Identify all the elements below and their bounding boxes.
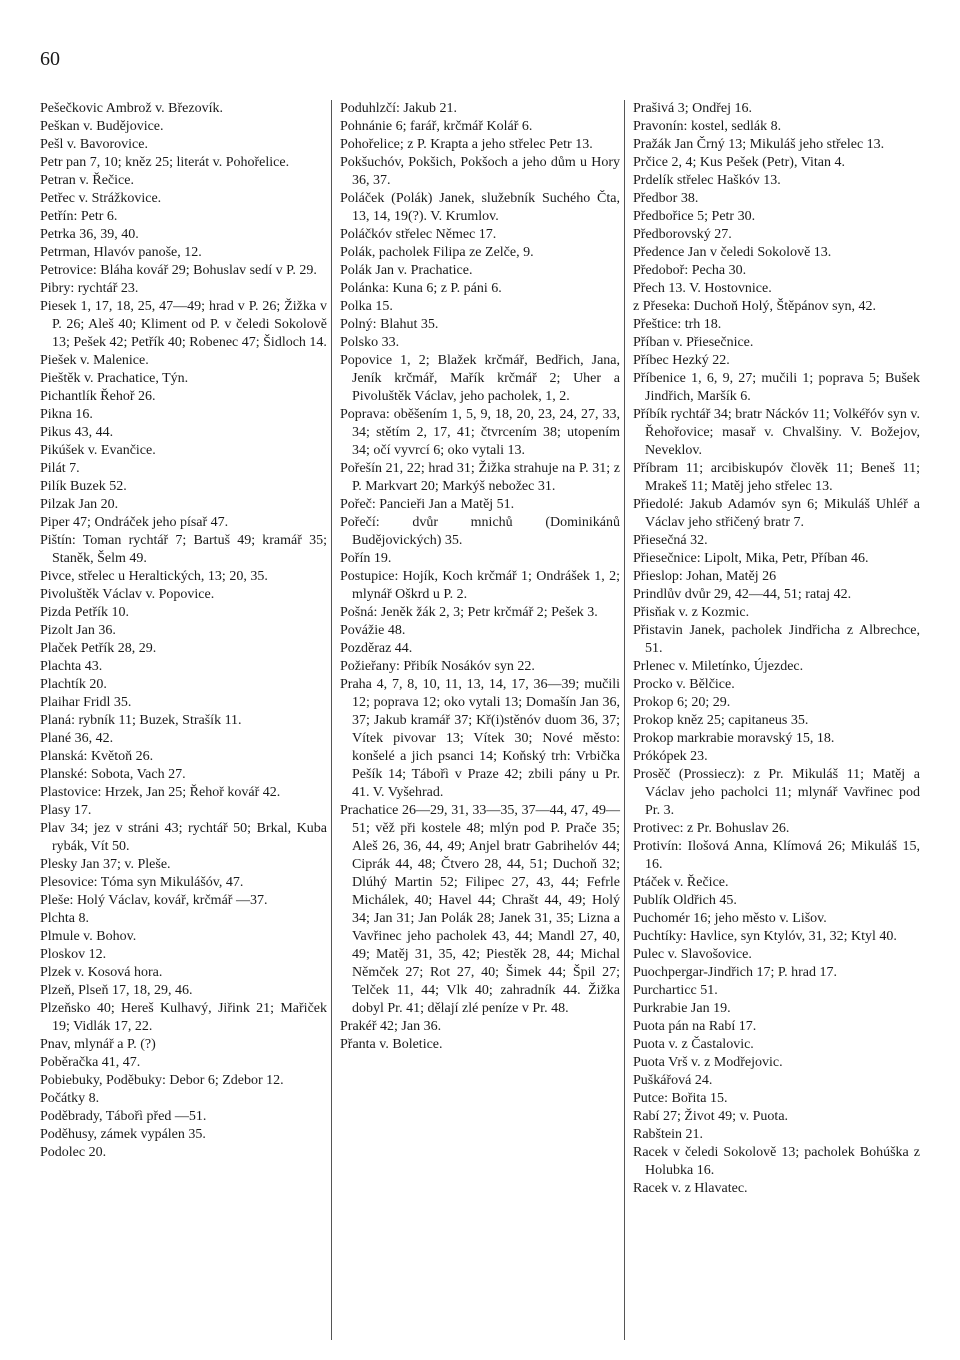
- index-entry: Purcharticc 51.: [633, 983, 718, 998]
- index-entry: Polánka: Kuna 6; z P. páni 6.: [340, 281, 502, 296]
- index-entry: Pilík Buzek 52.: [40, 479, 127, 494]
- index-entry: Peškan v. Budějovice.: [40, 119, 164, 134]
- index-entry: Poděbrady, Tábořì před —51.: [40, 1109, 207, 1124]
- index-entry: Pešečkovic Ambrož v. Březovík.: [40, 101, 223, 116]
- index-entry: Příbík rychtář 34; bratr Náckóv 11; Volkéřóv syn v. Řehořovice; masař v. Chvalšiny. V. Božejov, Neveklov.: [633, 407, 920, 458]
- index-entry: Přeštice: trh 18.: [633, 317, 722, 332]
- index-entry: Plzeň, Plseň 17, 18, 29, 46.: [40, 983, 193, 998]
- index-entry: Prókópek 23.: [633, 749, 708, 764]
- index-entry: Ptáček v. Řečice.: [633, 875, 729, 890]
- index-entry: Prdelík střelec Haškóv 13.: [633, 173, 781, 188]
- index-entry: Pikna 16.: [40, 407, 93, 422]
- index-entry: Pohořelice; z P. Krapta a jeho střelec Petr 13.: [340, 137, 593, 152]
- index-entry: Pořín 19.: [340, 551, 392, 566]
- index-entry: Pibry: rychtář 23.: [40, 281, 139, 296]
- index-entry: Pulec v. Slavošovice.: [633, 947, 752, 962]
- index-columns: [40, 100, 920, 1340]
- index-entry: Podolec 20.: [40, 1145, 107, 1160]
- index-entry: Příban v. Přiesečnice.: [633, 335, 754, 350]
- index-entry: Polák, pacholek Filipa ze Zelče, 9.: [340, 245, 534, 260]
- index-entry: Pořeč: Pancieři Jan a Matěj 51.: [340, 497, 515, 512]
- index-entry: Požieřany: Přibík Nosákóv syn 22.: [340, 659, 535, 674]
- index-entry: Plaihar Fridl 35.: [40, 695, 132, 710]
- index-entry: Plzek v. Kosová hora.: [40, 965, 163, 980]
- index-entry: Petrka 36, 39, 40.: [40, 227, 139, 242]
- index-entry: Pivoluštěk Václav v. Popovice.: [40, 587, 215, 602]
- index-entry: Procko v. Bělčice.: [633, 677, 735, 692]
- index-entry: Pichantlík Řehoř 26.: [40, 389, 156, 404]
- index-entry: Prašivá 3; Ondřej 16.: [633, 101, 752, 116]
- index-entry: Poláčkóv střelec Němec 17.: [340, 227, 497, 242]
- index-entry: Pokšuchóv, Pokšich, Pokšoch a jeho dům u Hory 36, 37.: [340, 155, 620, 188]
- index-entry: Pravonín: kostel, sedlák 8.: [633, 119, 782, 134]
- index-entry: Prlenec v. Miletínko, Újezdec.: [633, 659, 804, 674]
- index-entry: Planá: rybník 11; Buzek, Strašík 11.: [40, 713, 242, 728]
- index-entry: Petrovice: Bláha kovář 29; Bohuslav sedí v P. 29.: [40, 263, 317, 278]
- index-entry: Pořečí: dvůr mnichů (Dominikánů Budějovických) 35.: [340, 515, 620, 548]
- index-entry: Pizolt Jan 36.: [40, 623, 116, 638]
- index-entry: Příbec Hezký 22.: [633, 353, 730, 368]
- index-column-2: [331, 100, 624, 1340]
- index-entry: Poduhlzčí: Jakub 21.: [340, 101, 458, 116]
- index-entry: Puchtíky: Havlice, syn Ktylóv, 31, 32; Ktyl 40.: [633, 929, 897, 944]
- index-entry: Racek v. z Hlavatec.: [633, 1181, 748, 1196]
- index-entry: Přiesečnice: Lipolt, Mika, Petr, Příban 46.: [633, 551, 869, 566]
- index-entry: Polsko 33.: [340, 335, 400, 350]
- index-entry: Protivín: Ilošová Anna, Klímová 26; Mikuláš 15, 16.: [633, 839, 920, 872]
- index-entry: Předborovský 27.: [633, 227, 732, 242]
- index-entry: Prokop markrabie moravský 15, 18.: [633, 731, 835, 746]
- index-column-1: [40, 100, 331, 1340]
- index-entry: Puota v. z Častalovic.: [633, 1037, 754, 1052]
- index-entry: Prindlův dvůr 29, 42—44, 51; rataj 42.: [633, 587, 852, 602]
- index-entry: Petřec v. Strážkovice.: [40, 191, 162, 206]
- index-entry: Plasy 17.: [40, 803, 92, 818]
- index-entry: Přistavin Janek, pacholek Jindřicha z Albrechce, 51.: [633, 623, 920, 656]
- index-entry: Pohnánie 6; farář, krčmář Kolář 6.: [340, 119, 533, 134]
- index-entry: Prčice 2, 4; Kus Pešek (Petr), Vitan 4.: [633, 155, 845, 170]
- index-entry: Pištín: Toman rychtář 7; Bartuš 49; kramář 35; Staněk, Šelm 49.: [40, 533, 327, 566]
- index-entry: Přech 13. V. Hostovnice.: [633, 281, 772, 296]
- index-entry: Poláček (Polák) Janek, služebník Suchého Čta, 13, 14, 19(?). V. Krumlov.: [340, 191, 620, 224]
- index-entry: Protivec: z Pr. Bohuslav 26.: [633, 821, 790, 836]
- index-entry: Rabí 27; Život 49; v. Puota.: [633, 1109, 789, 1124]
- index-entry: Putce: Bořita 15.: [633, 1091, 728, 1106]
- index-entry: Prokop kněz 25; capitaneus 35.: [633, 713, 809, 728]
- index-entry: Pizda Petřík 10.: [40, 605, 130, 620]
- index-entry: Pleše: Holý Václav, kovář, krčmář —37.: [40, 893, 268, 908]
- index-entry: Plchta 8.: [40, 911, 89, 926]
- index-entry: Plmule v. Bohov.: [40, 929, 137, 944]
- index-entry: Přiesečná 32.: [633, 533, 708, 548]
- index-entry: Polka 15.: [340, 299, 393, 314]
- index-entry: Puota Vrš v. z Modřejovic.: [633, 1055, 783, 1070]
- index-entry: Plachtík 20.: [40, 677, 107, 692]
- index-entry: Přiedolé: Jakub Adamóv syn 6; Mikuláš Uhléř a Václav jeho střičený bratr 7.: [633, 497, 920, 530]
- index-entry: Přisňak v. z Kozmic.: [633, 605, 750, 620]
- index-entry: Praha 4, 7, 8, 10, 11, 13, 14, 17, 36—39; mučili 12; poprava 12; oko vytali 13; Domašín Jan 36, 37; Jakub kramář 37; Kř(i)stěnóv duom 36, 37; Vítek pivovar 13; Vítek 30; Nové město: konšelé a jich psanci 14; Koňský trh: Vrbička Pešík 14; Tábořì v Praze 42; zbili pány u Pr. 41. V. Vyšehrad.: [340, 677, 620, 800]
- index-entry: Petr pan 7, 10; kněz 25; literát v. Pohořelice.: [40, 155, 290, 170]
- index-entry: Plav 34; jez v stráni 43; rychtář 50; Brkal, Kuba rybák, Vít 50.: [40, 821, 327, 854]
- index-entry: Pošná: Jeněk žák 2, 3; Petr krčmář 2; Pešek 3.: [340, 605, 598, 620]
- page-number: 60: [40, 48, 60, 70]
- index-entry: Počátky 8.: [40, 1091, 100, 1106]
- index-entry: Puškářová 24.: [633, 1073, 713, 1088]
- index-entry: Petrman, Hlavóv panoše, 12.: [40, 245, 202, 260]
- index-entry: Pikúšek v. Evančice.: [40, 443, 156, 458]
- index-entry: Pobiebuky, Poděbuky: Debor 6; Zdebor 12.: [40, 1073, 284, 1088]
- index-entry: Poděhusy, zámek vypálen 35.: [40, 1127, 206, 1142]
- index-entry: Puochpergar-Jindřich 17; P. hrad 17.: [633, 965, 837, 980]
- index-entry: Předoboř: Pecha 30.: [633, 263, 747, 278]
- index-entry: Pikus 43, 44.: [40, 425, 114, 440]
- index-entry: Přieslop: Johan, Matěj 26: [633, 569, 777, 584]
- index-entry: Předbořice 5; Petr 30.: [633, 209, 756, 224]
- index-entry: Poběračka 41, 47.: [40, 1055, 141, 1070]
- index-entry: Piesek 1, 17, 18, 25, 47—49; hrad v P. 26; Žižka v P. 26; Aleš 40; Kliment od P. v čeledi Sokolově 13; Pešek 42; Petřík 40; Robenec 47; Šidloch 14.: [40, 299, 327, 350]
- index-entry: Plesky Jan 37; v. Pleše.: [40, 857, 171, 872]
- index-entry: Pilzak Jan 20.: [40, 497, 119, 512]
- index-entry: Planská: Květoň 26.: [40, 749, 154, 764]
- index-entry: Polák Jan v. Prachatice.: [340, 263, 473, 278]
- index-entry: z Přeseka: Duchoň Holý, Štěpánov syn, 42.: [633, 299, 877, 314]
- index-entry: Pieštěk v. Prachatice, Týn.: [40, 371, 189, 386]
- index-entry: Piper 47; Ondráček jeho písař 47.: [40, 515, 229, 530]
- index-entry: Pořešín 21, 22; hrad 31; Žižka strahuje na P. 31; z P. Markvart 20; Markýš nebožec 31.: [340, 461, 620, 494]
- index-entry: Přanta v. Boletice.: [340, 1037, 443, 1052]
- index-entry: Plesovice: Tóma syn Mikulášóv, 47.: [40, 875, 244, 890]
- index-entry: Předence Jan v čeledi Sokolově 13.: [633, 245, 832, 260]
- index-entry: Prokop 6; 20; 29.: [633, 695, 731, 710]
- index-entry: Plachta 43.: [40, 659, 103, 674]
- index-entry: Pražák Jan Črný 13; Mikuláš jeho střelec 13.: [633, 137, 885, 152]
- index-entry: Planské: Sobota, Vach 27.: [40, 767, 186, 782]
- index-entry: Ploskov 12.: [40, 947, 107, 962]
- index-entry: Postupice: Hojík, Koch krčmář 1; Ondrášek 1, 2; mlynář Oškrd u P. 2.: [340, 569, 620, 602]
- index-entry: Polný: Blahut 35.: [340, 317, 439, 332]
- index-entry: Petran v. Řečice.: [40, 173, 134, 188]
- index-entry: Publík Oldřich 45.: [633, 893, 737, 908]
- index-entry: Pilát 7.: [40, 461, 80, 476]
- index-entry: Prakéř 42; Jan 36.: [340, 1019, 442, 1034]
- index-entry: Pozděraz 44.: [340, 641, 413, 656]
- index-entry: Rabštein 21.: [633, 1127, 703, 1142]
- index-entry: Racek v čeledi Sokolově 13; pacholek Bohúška z Holubka 16.: [633, 1145, 920, 1178]
- index-entry: Purkrabie Jan 19.: [633, 1001, 731, 1016]
- index-entry: Plaček Petřík 28, 29.: [40, 641, 157, 656]
- index-column-3: [624, 100, 920, 1340]
- index-entry: Předbor 38.: [633, 191, 699, 206]
- index-entry: Petřín: Petr 6.: [40, 209, 118, 224]
- index-entry: Prosěč (Prossiecz): z Pr. Mikuláš 11; Matěj a Václav jeho pacholci 11; mlynář Vavřinec pod Pr. 3.: [633, 767, 920, 818]
- index-entry: Piešek v. Malenice.: [40, 353, 149, 368]
- index-entry: Pivce, střelec u Heraltických, 13; 20, 35.: [40, 569, 268, 584]
- index-entry: Poprava: oběšením 1, 5, 9, 18, 20, 23, 24, 27, 33, 34; stětím 2, 17, 41; čtvrcením 38; utopením 34; očí vyvrcí 6; oko vytali 13.: [340, 407, 620, 458]
- index-entry: Povážie 48.: [340, 623, 406, 638]
- index-entry: Puchomér 16; jeho město v. Lišov.: [633, 911, 827, 926]
- index-entry: Plastovice: Hrzek, Jan 25; Řehoř kovář 42.: [40, 785, 281, 800]
- index-entry: Prachatice 26—29, 31, 33—35, 37—44, 47, 49—51; věž při kostele 48; mlýn pod P. Prače 35; Aleš 26, 36, 44, 49; Anjel bratr Gabrihelóv 44; Ciprák 44, 48; Čtvero 28, 44, 51; Duchoň 32; Dlúhý Martin 52; Filipec 27, 43, 44; Fefrle Michálek, 40; Havel 44; Chrašt 44, 49; Holý 34; Jan 31; Jan Polák 28; Janek 31, 35; Lizna a Vavřinec jeho pacholek 43, 44; Mandl 27, 40, 49; Matěj 31, 35, 42; Piestěk 28, 44; Michal Němček 27; Rot 27, 40; Šimek 44; Špil 27; Telček 11, 44; Vlk 40; zahradník 44. Žižka dobyl Pr. 41; dělají zlé peníze v Pr. 48.: [340, 803, 620, 1016]
- index-entry: Puota pán na Rabí 17.: [633, 1019, 757, 1034]
- index-entry: Pešl v. Bavorovice.: [40, 137, 148, 152]
- index-entry: Pnav, mlynář a P. (?): [40, 1037, 156, 1052]
- index-entry: Popovice 1, 2; Blažek krčmář, Bedřich, Jana, Jeník krčmář, Mařík krčmář 2; Uher a Pivoluštěk Václav, jeho pacholek, 1, 2.: [340, 353, 620, 404]
- index-entry: Příbram 11; arcibiskupóv člověk 11; Beneš 11; Mrakeš 11; Matěj jeho střelec 13.: [633, 461, 920, 494]
- index-entry: Příbenice 1, 6, 9, 27; mučili 1; poprava 5; Bušek Jindřich, Maršík 6.: [633, 371, 920, 404]
- index-entry: Plané 36, 42.: [40, 731, 114, 746]
- index-entry: Plzeňsko 40; Hereš Kulhavý, Jiřink 21; Mařiček 19; Vidlák 17, 22.: [40, 1001, 327, 1034]
